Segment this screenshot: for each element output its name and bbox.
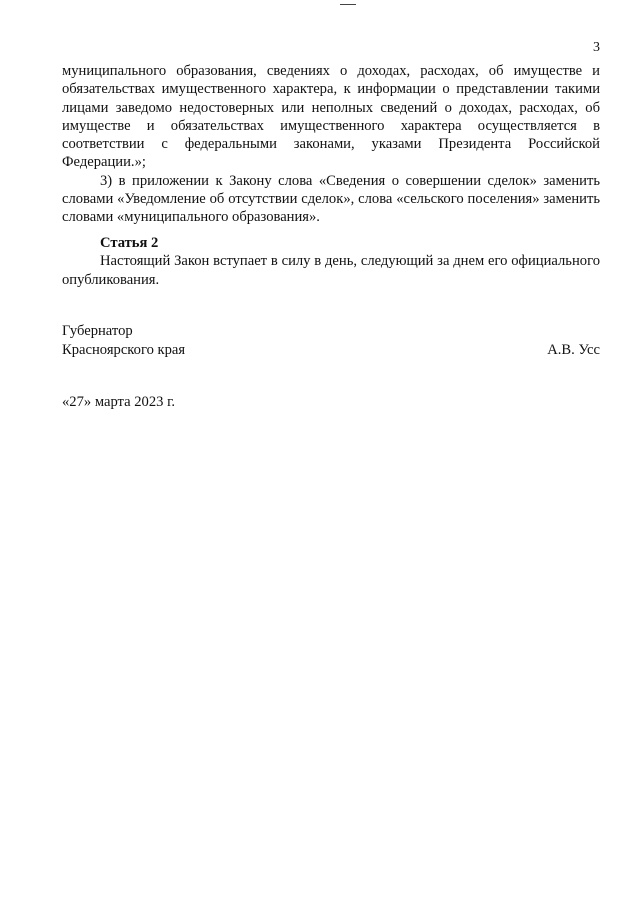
item-3-paragraph: 3) в приложении к Закону слова «Сведения о совершении сделок» заменить словами «Уведомление об отсутствии сделок», слова «сельского поселения» заменить словами «муниципального образования». bbox=[62, 172, 600, 226]
signature-block bbox=[62, 322, 600, 360]
article-heading: Статья 2 bbox=[100, 235, 159, 251]
article-text: Настоящий Закон вступает в силу в день, следующий за днем его официального опубликования. bbox=[62, 253, 600, 288]
continuation-paragraph: муниципального образования, сведениях о доходах, расходах, об имуществе и обязательствах имущественного характера, к информации о представлении такими лицами заведомо недостоверных или неполных сведений о доходах, расходах, об имуществе и обязательствах имущественного характера осуществляется в соответствии с федеральными законами, указами Президента Российской Федерации.»; bbox=[62, 63, 600, 171]
page-number: 3 bbox=[593, 40, 600, 55]
top-divider bbox=[340, 4, 356, 5]
signer-position-line1: Губернатор bbox=[62, 323, 133, 339]
signing-date: «27» марта 2023 г. bbox=[62, 394, 176, 410]
article-2 bbox=[62, 234, 600, 289]
signer-position-line2: Красноярского края bbox=[62, 342, 186, 358]
amendment-text bbox=[62, 62, 600, 227]
signer-name: А.В. Усс bbox=[547, 342, 600, 358]
